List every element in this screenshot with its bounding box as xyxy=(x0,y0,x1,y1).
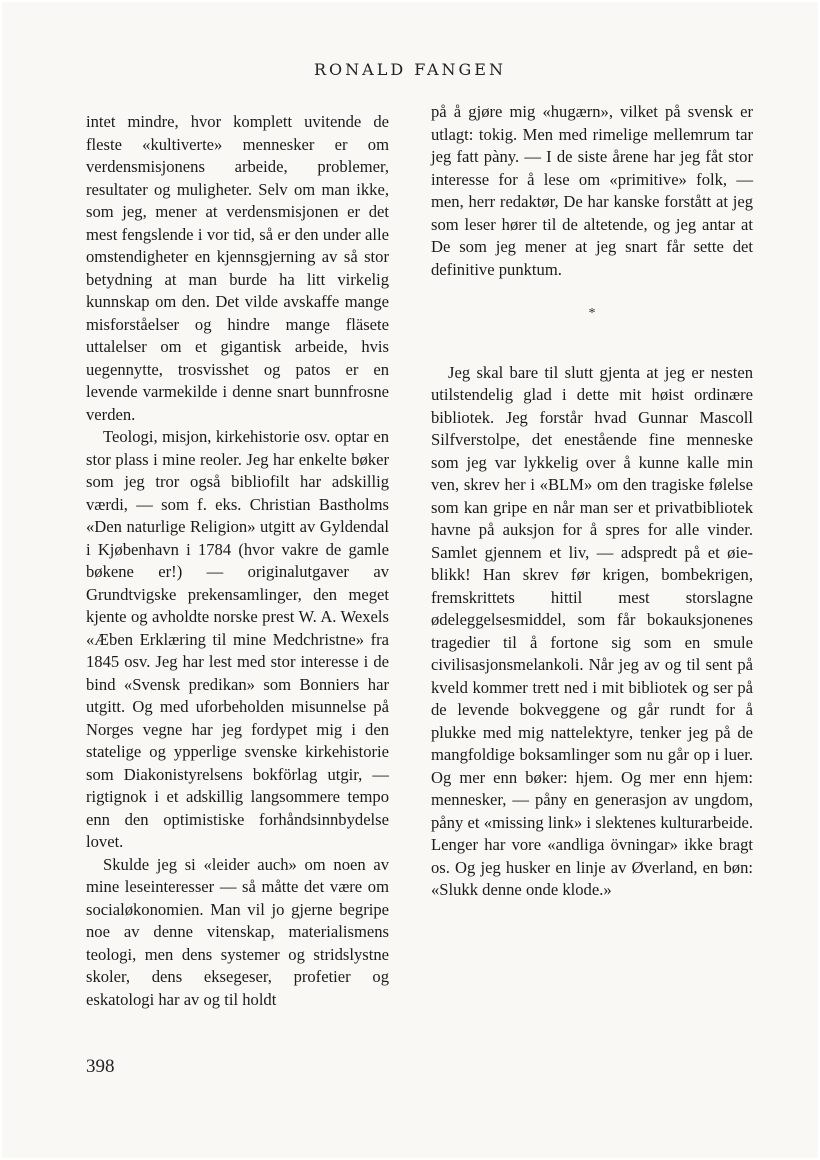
paragraph: Jeg skal bare til slutt gjenta at jeg er nesten utilstendelig glad i dette mit høist ordinære bibliotek. Jeg forstår hvad Gunnar Mascoll Silfverstolpe, det enestående fine menneske som jeg var lykkelig over å kunne kalle min ven, skrev her i «BLM» om den tragiske følelse som kan gripe en når man ser et privatbibliotek havne på auksjon for å spres for alle vinder. Samlet gjennem et liv, — adspredt på et øieblikk! Han skrev før krigen, bombekrigen, fremskrittets hittil mest storslagne ødeleggelsesmiddel, som får bokauksjonenes tragedier til å fortone sig som en smule civilisasjonsmelankoli. Når jeg av og til sent på kveld kommer trett ned i mit bibliotek og ser på de levende bokveggene og går rundt for å plukke med mig nattelektyre, tenker jeg på de mangfoldige boksamlinger som nu går op i luer. Og mer enn bøker: hjem. Og mer enn hjem: mennesker, — påny en generasjon av ungdom, påny et «missing link» i slektenes kulturarbeide. Lenger har vore «andliga övningar» ikke bragt os. Og jeg husker en linje av Øverland, en bøn: «Slukk denne onde klode.» xyxy=(431,362,753,899)
paragraph: Skulde jeg si «leider auch» om noen av mine leseinteresser — så måtte det være om socialøkonomien. Man vil jo gjerne begripe noe av denne vitenskap, materialismens teologi, men dens systemer og stridslystne skoler, dens eksegeser, profetier og eskatologi har av og til holdt xyxy=(86,854,389,1009)
left-column xyxy=(86,111,389,1011)
page-number: 398 xyxy=(86,1056,115,1077)
section-separator: * xyxy=(588,306,596,321)
paragraph: Teologi, misjon, kirkehistorie osv. optar en stor plass i mine reoler. Jeg har enkelte bøker som jeg tror også bibliofilt har adskillig værdi, — som f. eks. Christian Bastholms «Den naturlige Religion» utgitt av Gyldendal i Kjøbenhavn i 1784 (hvor vakre de gamle bøkene er!) — originalutgaver av Grundtvigske prekensamlinger, den meget kjente og avholdte norske prest W. A. Wexels «Æben Erklæring til mine Medchristne» fra 1845 osv. Jeg har lest med stor interesse i de bind «Svensk predikan» som Bonniers har utgitt. Og med uforbeholden misunnelse på Norges vegne har jeg fordypet mig i den statelige og ypperlige svenske kirkehistorie som Diakonistyrelsens bokförlag utgir, — rigtignok i et adskillig langsommere tempo enn den optimistiske forhåndsinnbydelse lovet. xyxy=(86,427,389,851)
running-header: RONALD FANGEN xyxy=(314,60,506,79)
paragraph: på å gjøre mig «hugærn», vilket på svensk er utlagt: tokig. Men med rimelige mellemrum tar jeg fatt pàny. — I de siste årene har jeg fåt stor interesse for å lese om «primitive» folk, — men, herr redaktør, De har kanske forstått at jeg som leser hører til de altetende, og jeg antar at De som jeg mener at jeg snart får sette det definitive punktum. xyxy=(431,102,753,279)
right-column xyxy=(431,101,753,902)
paragraph: intet mindre, hvor komplett uvitende de fleste «kultiverte» mennesker er om verdensmisjonens arbeide, problemer, resultater og muligheter. Selv om man ikke, som jeg, mener at verdensmisjonen er det mest fengslende i vor tid, så er den under alle omstendigheter en kjennsgjerning av så stor betydning at man burde ha litt virkelig kunnskap om den. Det vilde avskaffe mange misforståelser og hindre mange fläsete uttalelser om et gigantisk arbeide, hvis uegennytte, trosvisshet og patos er en levende varmekilde i denne snart bunnfrosne verden. xyxy=(86,112,389,424)
